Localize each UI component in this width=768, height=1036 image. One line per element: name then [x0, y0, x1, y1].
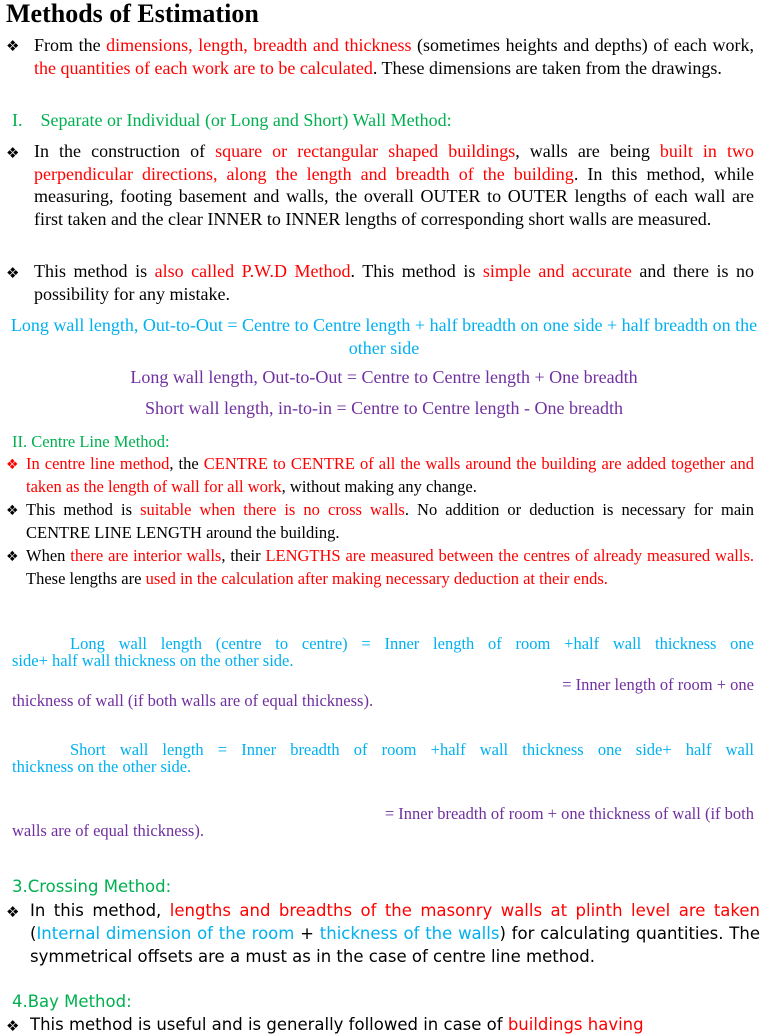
formula-long-wall-out-to-out-1: Long wall length, Out-to-Out = Centre to Centre length + half breadth on one side + half breadth on the other side [10, 315, 758, 358]
formula-short-wall-c2c-line-3: = Inner breadth of room + one thickness of wall (if both [384, 804, 754, 823]
method-2-bullet-3: When there are interior walls, their LENGTHS are measured between the centres of already measured walls. These lengths are used in the calculation after making necessary deduction at their ends. [26, 546, 754, 588]
method-4-paragraph: This method is useful and is generally followed in case of buildings having [30, 1015, 644, 1034]
method-3-heading: 3.Crossing Method: [12, 877, 172, 896]
method-2-bullet-2: This method is suitable when there is no cross walls. No addition or deduction is necessary for main CENTRE LINE LENGTH around the building. [26, 500, 754, 542]
diamond-bullet-icon: ❖ [6, 503, 19, 519]
formula-long-wall-c2c-line-1: Long wall length (centre to centre) = Inner length of room +half wall thickness one [70, 634, 754, 653]
method-1-paragraph-2: This method is also called P.W.D Method. This method is simple and accurate and there is no possibility for any mistake. [34, 261, 755, 304]
diamond-bullet-icon: ❖ [6, 37, 20, 55]
page-title: Methods of Estimation [6, 0, 259, 28]
diamond-bullet-icon: ❖ [6, 903, 20, 921]
formula-long-wall-c2c-line-3: = Inner length of room + one [562, 675, 754, 694]
method-2-heading: II. Centre Line Method: [12, 432, 170, 451]
formula-short-wall-in-to-in: Short wall length, in-to-in = Centre to Centre length - One breadth [144, 398, 624, 418]
diamond-bullet-icon: ❖ [6, 549, 19, 565]
method-3-paragraph: In this method, lengths and breadths of the masonry walls at plinth level are taken (Internal dimension of the room + thickness of the walls) for calculating quantities. The symmetrical offsets are a must as in the case of centre line method. [30, 901, 760, 966]
diamond-bullet-icon: ❖ [6, 144, 20, 162]
method-4-heading: 4.Bay Method: [12, 992, 132, 1011]
formula-short-wall-c2c-line-4: walls are of equal thickness). [12, 821, 204, 840]
formula-long-wall-out-to-out-2: Long wall length, Out-to-Out = Centre to Centre length + One breadth [130, 367, 638, 387]
diamond-bullet-icon: ❖ [6, 457, 19, 473]
diamond-bullet-icon: ❖ [6, 264, 20, 282]
formula-short-wall-c2c-line-2: thickness on the other side. [12, 757, 192, 776]
formula-long-wall-c2c-line-2: side+ half wall thickness on the other side. [12, 651, 294, 670]
method-2-bullet-1: In centre line method, the CENTRE to CENTRE of all the walls around the building are added together and taken as the length of wall for all work, without making any change. [26, 454, 754, 496]
diamond-bullet-icon: ❖ [6, 1017, 20, 1035]
formula-long-wall-c2c-line-4: thickness of wall (if both walls are of equal thickness). [12, 691, 374, 710]
method-1-heading: I. Separate or Individual (or Long and Short) Wall Method: [12, 110, 452, 130]
method-1-paragraph-1: In the construction of square or rectangular shaped buildings, walls are being built in two perpendicular directions, along the length and breadth of the building. In this method, while measuring, footing basement and walls, the overall OUTER to OUTER lengths of each wall are first taken and the clear INNER to INNER lengths of corresponding short walls are measured. [34, 141, 754, 229]
intro-paragraph: From the dimensions, length, breadth and thickness (sometimes heights and depths) of each work, the quantities of each work are to be calculated. These dimensions are taken from the drawings. [34, 35, 754, 78]
formula-short-wall-c2c-line-1: Short wall length = Inner breadth of room +half wall thickness one side+ half wall [70, 740, 754, 759]
